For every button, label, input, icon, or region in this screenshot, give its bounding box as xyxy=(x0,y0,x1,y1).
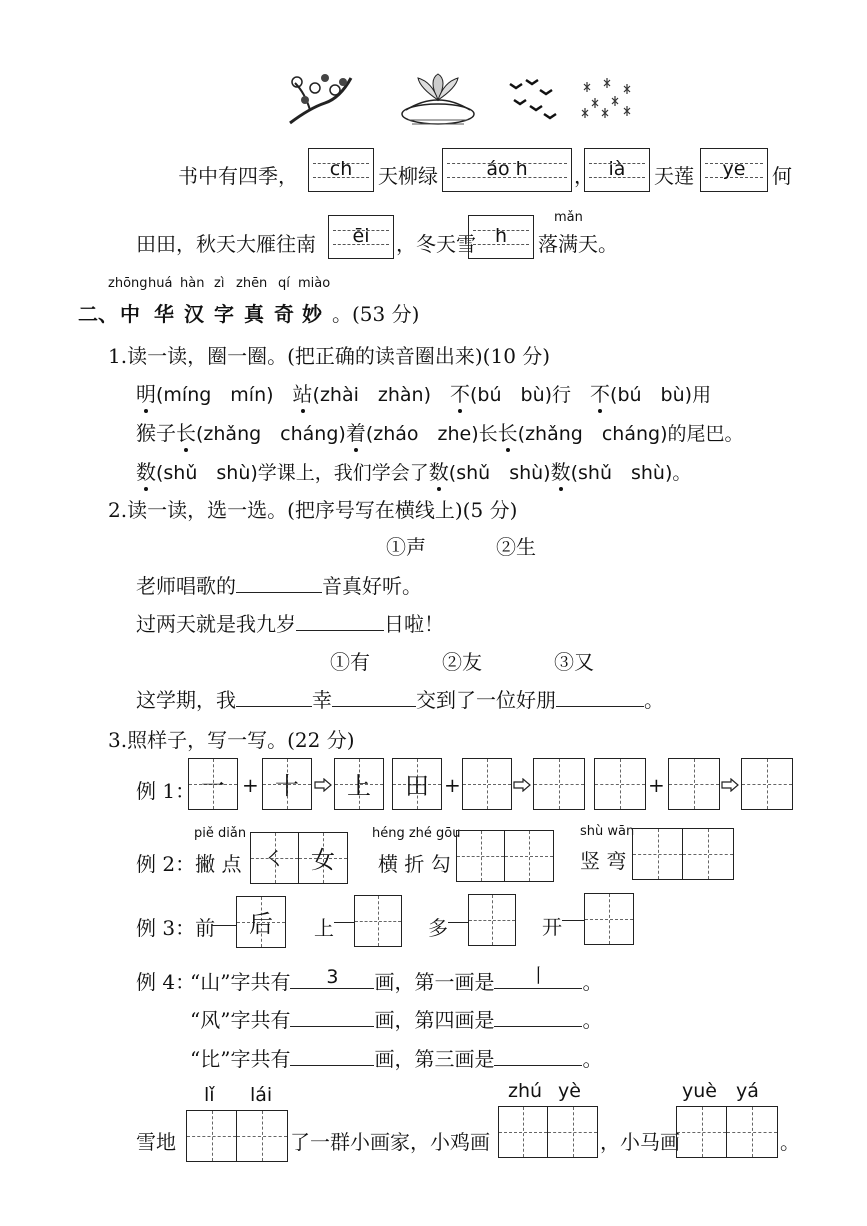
sentence-text: 这学期，我 xyxy=(136,688,236,712)
pinyin-answer-box[interactable] xyxy=(442,148,572,192)
sentence-text: 日啦！ xyxy=(384,612,444,636)
char-grid[interactable] xyxy=(498,1106,598,1158)
pinyin-annotation: shù wān xyxy=(580,824,635,839)
arrow-right-icon xyxy=(513,778,531,792)
plus-sign: + xyxy=(242,773,259,797)
filled-answer: 3 xyxy=(326,966,339,988)
char-grid[interactable] xyxy=(584,893,634,945)
char-grid[interactable] xyxy=(468,894,516,946)
pinyin-annotation: piě diǎn xyxy=(194,826,247,841)
sentence-text: 。 xyxy=(582,1008,603,1032)
pinyin-answer: áo h xyxy=(486,157,528,180)
pinyin-answer: h xyxy=(494,224,508,247)
last-text-2: 了一群小画家，小鸡画 xyxy=(290,1130,490,1154)
sentence-text: 画，第四画是 xyxy=(374,1008,495,1032)
section-score: 。(53 分) xyxy=(332,302,420,326)
pinyin-annotation: yuè xyxy=(682,1080,717,1102)
last-text-1: 雪地 xyxy=(136,1130,176,1154)
q1-line-3 xyxy=(136,456,691,485)
reading-choices[interactable]: (shǔ shù)。 xyxy=(570,462,692,484)
sentence-text: 。 xyxy=(582,970,603,994)
section-title xyxy=(78,298,420,327)
char-grid[interactable] xyxy=(632,828,734,880)
dotted-char: 不 xyxy=(450,382,471,406)
connector-line xyxy=(562,920,584,921)
grid-char: 田 xyxy=(405,771,429,800)
reading-choices[interactable]: (zhǎng cháng) xyxy=(196,423,346,445)
grid-char: 一 xyxy=(201,771,225,800)
plus-sign: + xyxy=(444,773,461,797)
pinyin-answer-box[interactable] xyxy=(584,148,650,192)
example-4-label: 例 4： xyxy=(136,970,196,994)
q1-line-2 xyxy=(136,417,743,446)
answer-blank[interactable] xyxy=(236,572,322,593)
plain-text: 猴子 xyxy=(136,421,176,445)
example-4-line-3 xyxy=(190,1043,602,1072)
option-2: ②友 xyxy=(442,650,482,674)
char-grid[interactable] xyxy=(456,830,554,882)
char-grid xyxy=(250,832,348,884)
char-grid[interactable] xyxy=(741,758,793,810)
sentence-text: “风”字共有 xyxy=(190,1008,291,1032)
pinyin-syllable: huá xyxy=(148,276,173,291)
example-3-item: 上 xyxy=(314,916,334,940)
sentence-text: 过两天就是我九岁 xyxy=(136,612,296,636)
pinyin-answer: ēi xyxy=(352,224,370,247)
grid-char: 十 xyxy=(275,771,299,800)
pinyin-annotation: yá xyxy=(736,1080,759,1102)
plum-blossom-icon xyxy=(285,68,355,128)
pinyin-answer: ch xyxy=(329,157,353,180)
sentence-text: 幸 xyxy=(312,688,332,712)
dotted-char: 长 xyxy=(497,421,518,445)
dotted-char: 明 xyxy=(136,382,156,406)
section-char: 妙 xyxy=(302,302,322,326)
reading-choices[interactable]: (shǔ shù) xyxy=(448,462,551,484)
option-2: ②生 xyxy=(496,535,536,559)
section-char: 中 xyxy=(120,302,140,326)
passage-text-5: 何 xyxy=(772,164,792,188)
connector-line xyxy=(334,922,354,923)
passage-text-7: ，冬天雪 xyxy=(396,232,476,256)
char-grid[interactable] xyxy=(462,758,512,810)
lotus-icon xyxy=(398,70,478,128)
option-3: ③又 xyxy=(554,650,594,674)
grid-char: ㇛ xyxy=(264,846,285,871)
sentence-text: 画，第一画是 xyxy=(374,970,495,994)
char-grid[interactable] xyxy=(668,758,720,810)
dotted-char: 长 xyxy=(176,421,196,445)
sentence-text: “山”字共有 xyxy=(190,970,291,994)
arrow-right-icon xyxy=(721,778,739,792)
plus-sign: + xyxy=(648,773,665,797)
sentence-text: 老师唱歌的 xyxy=(136,574,236,598)
reading-choices[interactable]: (zháo zhe)长 xyxy=(365,423,498,445)
sentence-text: 。 xyxy=(644,688,664,712)
dotted-char: 数 xyxy=(136,460,156,484)
reading-choices[interactable]: (shǔ shù)学课上，我们学会了 xyxy=(156,462,429,484)
char-grid xyxy=(236,896,286,948)
char-grid[interactable] xyxy=(676,1106,778,1158)
pinyin-answer-box[interactable] xyxy=(468,215,534,259)
last-text-4: 。 xyxy=(780,1130,800,1154)
arrow-right-icon xyxy=(314,778,332,792)
sentence-text: 。 xyxy=(582,1047,603,1071)
pinyin-syllable: zhōng xyxy=(108,276,148,291)
reading-choices[interactable]: (zhài zhàn) xyxy=(312,384,451,406)
connector-line xyxy=(448,922,468,923)
char-grid[interactable] xyxy=(533,758,585,810)
pinyin-syllable: hàn xyxy=(180,276,205,291)
wild-geese-icon xyxy=(500,74,560,126)
sentence-text: “比”字共有 xyxy=(190,1047,291,1071)
char-grid[interactable] xyxy=(186,1110,288,1162)
example-4-line-1 xyxy=(190,966,602,995)
pinyin-annotation: mǎn xyxy=(554,210,583,225)
question-1-title: 1.读一读，圈一圈。(把正确的读音圈出来)(10 分) xyxy=(108,344,551,368)
example-1-label: 例 1： xyxy=(136,779,196,803)
q2-sentence-3 xyxy=(136,684,664,713)
pinyin-answer: ià xyxy=(608,157,626,180)
pinyin-annotation: zhú xyxy=(508,1080,543,1102)
section-char: 真 xyxy=(244,302,264,326)
sentence-text: 音真好听。 xyxy=(322,574,422,598)
char-grid xyxy=(262,758,312,810)
pinyin-answer: ye xyxy=(722,157,746,180)
answer-blank[interactable] xyxy=(556,686,644,707)
passage-text-4: 天莲 xyxy=(654,164,694,188)
pinyin-annotation: yè xyxy=(558,1080,581,1102)
option-1: ①有 xyxy=(330,650,370,674)
dotted-char: 数 xyxy=(428,460,449,484)
connector-line xyxy=(212,925,236,926)
snowflakes-icon xyxy=(576,76,638,122)
pinyin-annotation: lǐ xyxy=(204,1084,215,1106)
pinyin-syllable: miào xyxy=(298,276,331,291)
dotted-char: 数 xyxy=(550,460,571,484)
stroke-name: 横 折 勾 xyxy=(378,852,451,876)
answer-blank[interactable] xyxy=(296,610,384,631)
section-char: 汉 xyxy=(184,302,204,326)
char-grid[interactable] xyxy=(354,895,402,947)
grid-char: 上 xyxy=(347,771,371,800)
passage-text-3: ， xyxy=(574,164,594,188)
answer-blank[interactable] xyxy=(332,686,416,707)
answer-blank[interactable] xyxy=(290,1006,374,1027)
dotted-char: 着 xyxy=(345,421,366,445)
example-3-label: 例 3：前 xyxy=(136,916,216,940)
dotted-char: 不 xyxy=(590,382,611,406)
last-text-3: ，小马画 xyxy=(600,1130,680,1154)
char-grid[interactable] xyxy=(594,758,646,810)
passage-text-1: 书中有四季， xyxy=(178,164,298,188)
option-1: ①声 xyxy=(386,535,426,559)
q1-line-1 xyxy=(136,378,711,407)
example-3-item: 开 xyxy=(542,915,562,939)
filled-answer: 丨 xyxy=(528,965,548,987)
answer-blank[interactable] xyxy=(494,1045,582,1066)
passage-text-6: 田田，秋天大雁往南 xyxy=(136,232,316,256)
q2-sentence-2 xyxy=(136,608,444,637)
example-3-item: 多 xyxy=(428,916,448,940)
sentence-text: 画，第三画是 xyxy=(374,1047,495,1071)
section-char: 字 xyxy=(214,302,234,326)
passage-text-8: 落满天。 xyxy=(538,232,618,256)
pinyin-syllable: qí xyxy=(278,276,290,291)
char-grid xyxy=(188,758,238,810)
reading-choices[interactable]: (míng mín) xyxy=(156,384,293,406)
question-2-title: 2.读一读，选一选。(把序号写在横线上)(5 分) xyxy=(108,498,518,522)
answer-blank[interactable] xyxy=(236,686,312,707)
section-char: 奇 xyxy=(274,302,294,326)
example-2-label: 例 2：撇 点 xyxy=(136,852,242,876)
reading-choices[interactable]: (bú bù)用 xyxy=(610,384,712,406)
reading-choices[interactable]: (zhǎng cháng)的尾巴。 xyxy=(517,423,744,445)
grid-char: 后 xyxy=(249,909,273,938)
example-4-line-2 xyxy=(190,1004,602,1033)
char-grid xyxy=(392,758,442,810)
pinyin-answer-box[interactable] xyxy=(328,215,394,259)
answer-blank xyxy=(290,968,374,989)
char-grid xyxy=(334,758,384,810)
pinyin-annotation: héng zhé gōu xyxy=(372,826,461,841)
question-3-title: 3.照样子，写一写。(22 分) xyxy=(108,728,355,752)
answer-blank[interactable] xyxy=(494,1006,582,1027)
sentence-text: 交到了一位好朋 xyxy=(416,688,556,712)
pinyin-answer-box[interactable] xyxy=(308,148,374,192)
passage-text-2: 天柳绿 xyxy=(378,164,438,188)
q2-sentence-1 xyxy=(136,570,422,599)
reading-choices[interactable]: (bú bù)行 xyxy=(470,384,591,406)
pinyin-syllable: zì xyxy=(214,276,225,291)
dotted-char: 站 xyxy=(292,382,313,406)
pinyin-answer-box[interactable] xyxy=(700,148,768,192)
section-char: 华 xyxy=(154,302,174,326)
answer-blank xyxy=(494,965,582,989)
pinyin-annotation: lái xyxy=(250,1084,273,1106)
pinyin-syllable: zhēn xyxy=(236,276,268,291)
grid-char: 女 xyxy=(311,845,335,874)
stroke-name: 竖 弯 xyxy=(580,849,627,873)
section-number: 二、 xyxy=(78,302,118,326)
answer-blank[interactable] xyxy=(290,1045,374,1066)
